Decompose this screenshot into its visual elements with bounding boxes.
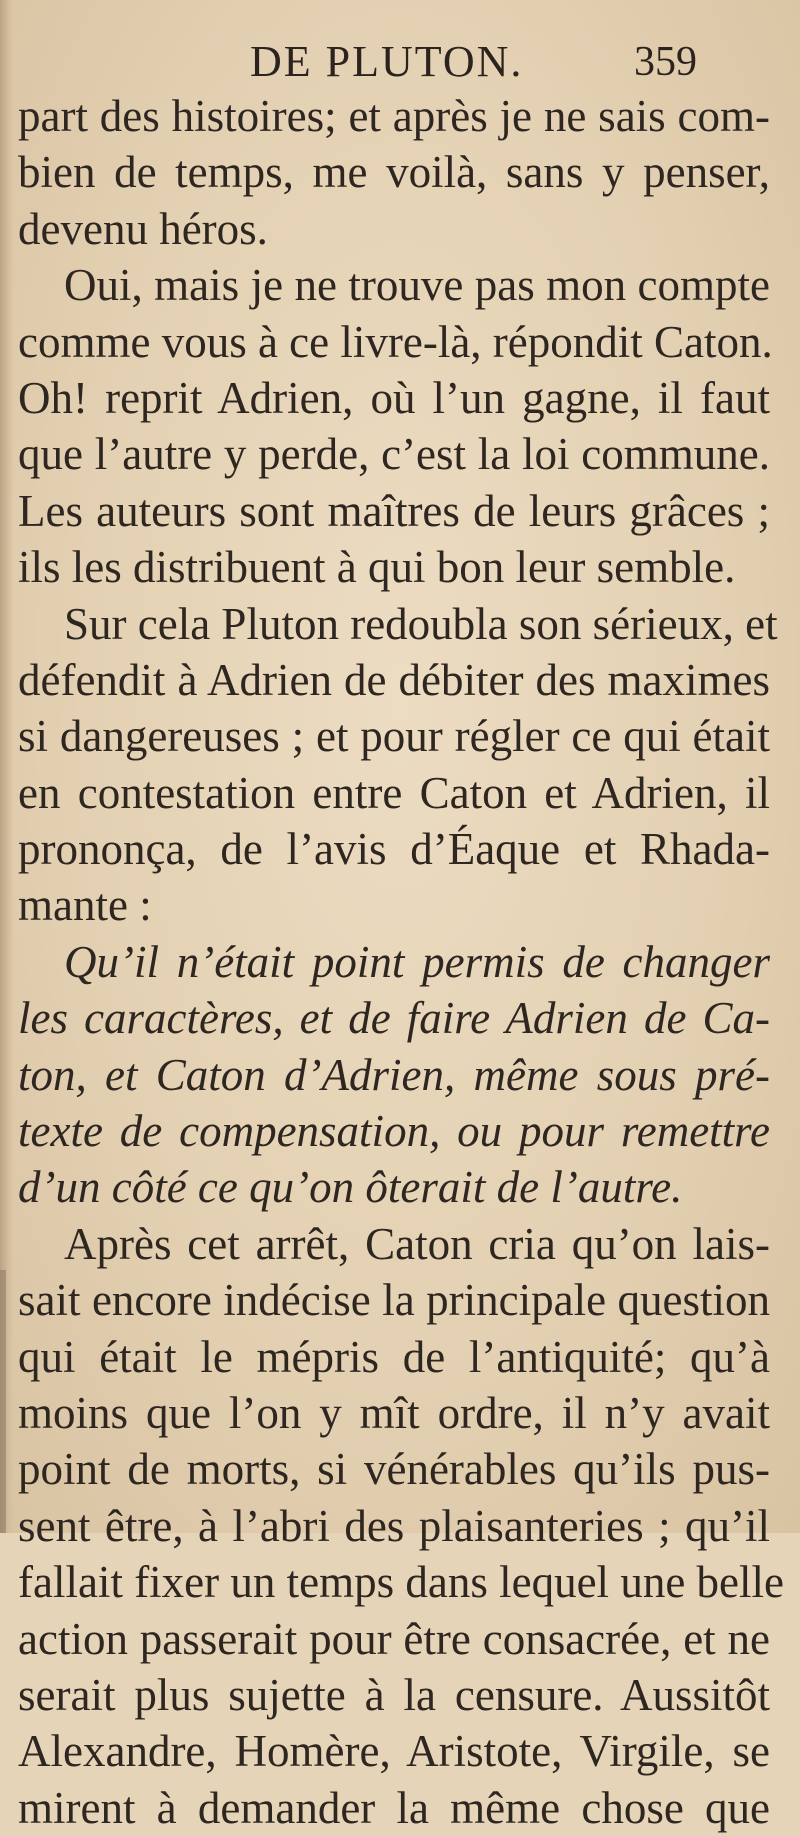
text-line: si dangereuses ; et pour régler ce qui était — [18, 711, 770, 762]
text-line: comme vous à ce livre-là, répondit Caton. — [18, 316, 773, 367]
text-line: part des histoires; et après je ne sais com- — [18, 91, 770, 141]
text-line: mante : — [18, 880, 152, 931]
text-line: Sur cela Pluton redoubla son sérieux, et — [64, 598, 778, 649]
running-title: DE PLUTON. — [250, 37, 524, 86]
text-line: Oh! reprit Adrien, où l’un gagne, il faut — [18, 372, 770, 423]
text-line: Alexandre, Homère, Aristote, Virgile, se — [18, 1726, 770, 1777]
text-line: mirent à demander la même chose que — [18, 1782, 770, 1833]
text-line: Les auteurs sont maîtres de leurs grâces ; — [18, 485, 770, 536]
text-line: en contestation entre Caton et Adrien, il — [18, 767, 770, 818]
text-line: sait encore indécise la principale question — [18, 1275, 770, 1326]
text-line: les caractères, et de faire Adrien de Ca- — [18, 993, 770, 1044]
text-line: sent être, à l’abri des plaisanteries ; qu’il — [18, 1500, 770, 1551]
text-line: devenu héros. — [18, 203, 268, 254]
text-line: serait plus sujette à la censure. Aussitôt — [18, 1669, 770, 1720]
page-edge-strip — [0, 1270, 6, 1533]
running-head — [0, 36, 800, 96]
text-line: que l’autre y perde, c’est la loi commune. — [18, 429, 770, 480]
text-line: fallait fixer un temps dans lequel une belle — [18, 1557, 784, 1608]
text-line: Qu’il n’était point permis de changer — [64, 936, 770, 987]
text-line: qui était le mépris de l’antiquité; qu’à — [18, 1331, 770, 1382]
text-line: ton, et Caton d’Adrien, même sous pré- — [18, 1049, 770, 1100]
text-line: point de morts, si vénérables qu’ils pus- — [18, 1444, 770, 1495]
text-line: prononça, de l’avis d’Éaque et Rhada- — [18, 824, 770, 875]
text-line: défendit à Adrien de débiter des maximes — [18, 654, 770, 705]
text-line: Après cet arrêt, Caton cria qu’on lais- — [64, 1218, 770, 1269]
text-body — [18, 88, 784, 1836]
text-line: Oui, mais je ne trouve pas mon compte — [64, 260, 770, 311]
text-line: texte de compensation, ou pour remettre — [18, 1106, 770, 1157]
text-line: ils les distribuent à qui bon leur semble. — [18, 542, 736, 593]
text-line: moins que l’on y mît ordre, il n’y avait — [18, 1387, 770, 1438]
page-number: 359 — [634, 39, 697, 85]
text-line: action passerait pour être consacrée, et ne — [18, 1613, 770, 1664]
text-line: bien de temps, me voilà, sans y penser, — [18, 147, 770, 198]
text-line: d’un côté ce qu’on ôterait de l’autre. — [18, 1162, 683, 1213]
